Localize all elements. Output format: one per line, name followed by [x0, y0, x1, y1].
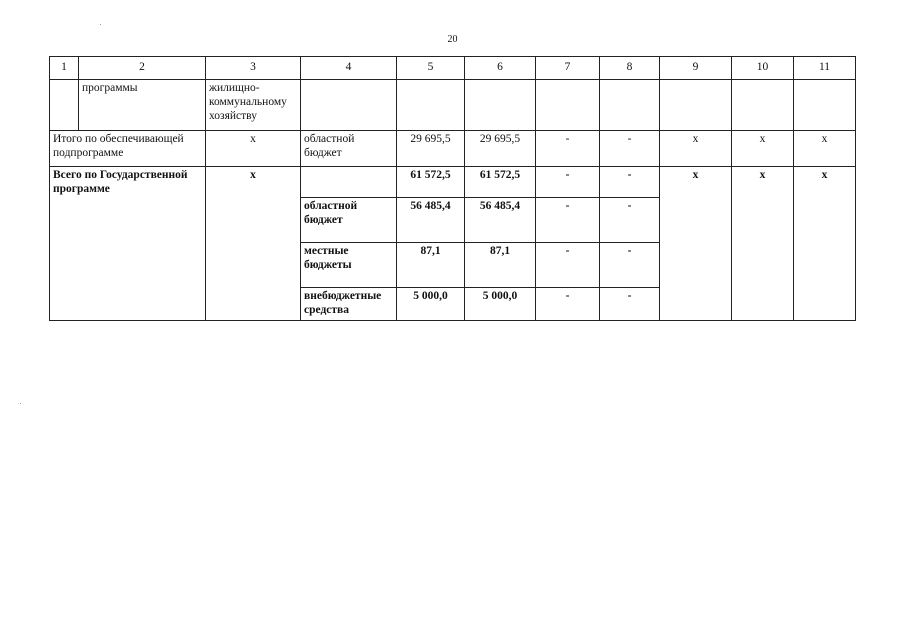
table-cell — [301, 80, 397, 131]
page-number: 20 — [447, 34, 458, 45]
table-cell: x — [794, 167, 856, 321]
table-cell: - — [536, 243, 600, 288]
table-cell: 87,1 — [397, 243, 465, 288]
header-row — [50, 57, 856, 80]
scan-speck — [100, 24, 101, 25]
table-cell: - — [536, 198, 600, 243]
table-row-vsego — [50, 167, 856, 198]
table-cell: жилищно-коммунальному хозяйству — [206, 80, 301, 131]
table-cell — [301, 167, 397, 198]
table-cell — [660, 80, 732, 131]
budget-table — [49, 56, 856, 321]
header-cell: 4 — [301, 57, 397, 80]
table-cell — [536, 80, 600, 131]
table-cell: внебюджетные средства — [301, 288, 397, 321]
table-cell: x — [660, 167, 732, 321]
table-cell: Всего по Государственной программе — [50, 167, 206, 321]
table-cell: местные бюджеты — [301, 243, 397, 288]
table-cell: 56 485,4 — [397, 198, 465, 243]
table-cell: - — [600, 243, 660, 288]
table-cell: 61 572,5 — [465, 167, 536, 198]
table-cell: x — [732, 167, 794, 321]
table-cell: - — [600, 131, 660, 167]
header-cell: 11 — [794, 57, 856, 80]
table-cell: областной бюджет — [301, 198, 397, 243]
table-cell: x — [206, 131, 301, 167]
scan-speck — [20, 403, 21, 404]
table-cell: - — [600, 288, 660, 321]
table-cell — [732, 80, 794, 131]
table-cell: 87,1 — [465, 243, 536, 288]
table-cell: - — [536, 288, 600, 321]
header-cell: 2 — [79, 57, 206, 80]
table-cell: - — [600, 167, 660, 198]
table-cell: программы — [79, 80, 206, 131]
header-cell: 5 — [397, 57, 465, 80]
table-cell — [600, 80, 660, 131]
table-cell — [465, 80, 536, 131]
header-cell: 3 — [206, 57, 301, 80]
header-cell: 7 — [536, 57, 600, 80]
table-cell: 29 695,5 — [465, 131, 536, 167]
table-row-itogo — [50, 131, 856, 167]
table-cell: - — [536, 131, 600, 167]
table-cell: Итого по обеспечивающей подпрограмме — [50, 131, 206, 167]
header-cell: 9 — [660, 57, 732, 80]
header-cell: 10 — [732, 57, 794, 80]
table-cell — [50, 80, 79, 131]
header-cell: 8 — [600, 57, 660, 80]
table-cell — [397, 80, 465, 131]
table-cell: 29 695,5 — [397, 131, 465, 167]
table-cell — [794, 80, 856, 131]
header-cell: 6 — [465, 57, 536, 80]
table-cell: областной бюджет — [301, 131, 397, 167]
table-cell: x — [794, 131, 856, 167]
table-cell: 61 572,5 — [397, 167, 465, 198]
table-cell: 5 000,0 — [397, 288, 465, 321]
table-cell: 56 485,4 — [465, 198, 536, 243]
header-cell: 1 — [50, 57, 79, 80]
table-cell: - — [536, 167, 600, 198]
table-cell: 5 000,0 — [465, 288, 536, 321]
table-cell: x — [206, 167, 301, 321]
table-cell: x — [660, 131, 732, 167]
table-cell: - — [600, 198, 660, 243]
table-row-continuation — [50, 80, 856, 131]
table-cell: x — [732, 131, 794, 167]
